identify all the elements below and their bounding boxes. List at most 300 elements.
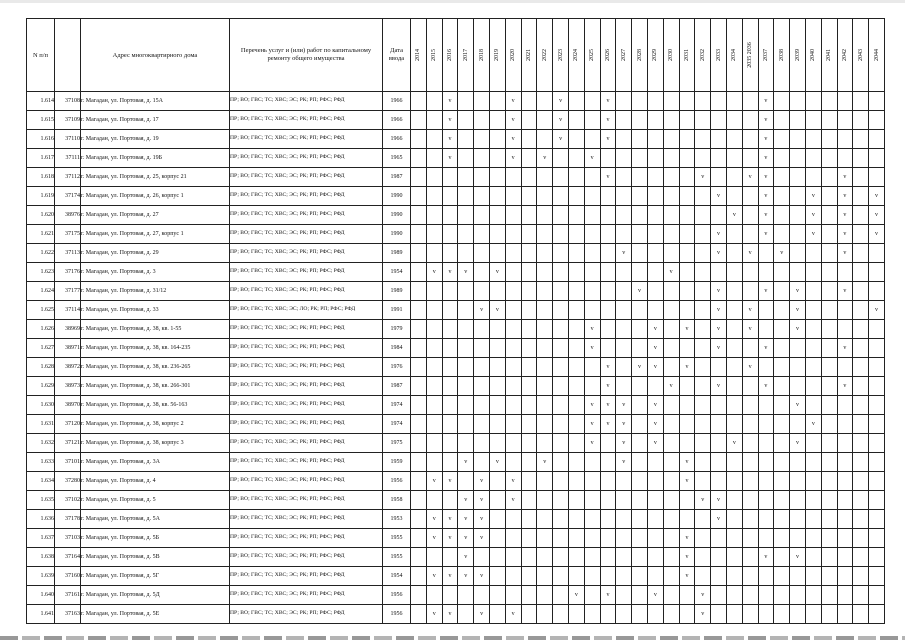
year-cell [821,472,837,491]
header-year [837,19,853,92]
planned-year-mark: v [616,453,632,472]
year-cell [474,396,490,415]
year-cell [521,149,537,168]
year-cell [853,358,869,377]
row-works: ПР; ВО; ГВС; ТС; ХВС; ЭС; РК; РП; РФС; РФД [230,320,383,339]
year-cell [632,111,648,130]
year-cell [489,396,505,415]
year-cell [489,111,505,130]
year-cell [695,567,711,586]
year-cell [521,415,537,434]
year-cell [711,358,727,377]
year-cell [711,168,727,187]
year-cell [442,339,458,358]
year-cell [711,453,727,472]
header-year-label: 2014 [415,49,422,61]
year-cell [647,111,663,130]
planned-year-mark: v [616,415,632,434]
year-cell [805,320,821,339]
year-cell [426,225,442,244]
header-year [505,19,521,92]
year-cell [616,472,632,491]
year-cell [537,225,553,244]
header-year-label: 2015 [431,49,438,61]
year-cell [663,586,679,605]
year-cell [489,358,505,377]
table-header [27,19,885,92]
year-cell [505,187,521,206]
year-cell [726,377,742,396]
year-cell [679,282,695,301]
planned-year-mark: v [505,491,521,510]
year-cell [553,168,569,187]
row-year-built: 1989 [383,282,411,301]
year-cell [426,130,442,149]
row-number: 1.624 [27,282,55,301]
year-cell [411,244,427,263]
year-cell [426,396,442,415]
year-cell [474,187,490,206]
year-cell [568,111,584,130]
year-cell [837,130,853,149]
planned-year-mark: v [758,130,774,149]
year-cell [489,548,505,567]
row-code: 37101 [55,453,81,472]
year-cell [774,149,790,168]
year-cell [805,605,821,624]
table-row [27,225,885,244]
header-year [821,19,837,92]
planned-year-mark: v [695,168,711,187]
year-cell [647,92,663,111]
planned-year-mark: v [790,282,806,301]
planned-year-mark: v [711,491,727,510]
year-cell [695,529,711,548]
year-cell [647,377,663,396]
header-year [742,19,758,92]
row-works: ПР; ВО; ГВС; ТС; ХВС; ЭС; РК; РП; РФС; РФД [230,130,383,149]
year-cell [837,548,853,567]
year-cell [537,434,553,453]
row-address: г. Магадан, ул. Портовая, д. 31/12 [81,282,230,301]
header-year [568,19,584,92]
year-cell [774,491,790,510]
planned-year-mark: v [489,301,505,320]
table-row [27,282,885,301]
year-cell [553,225,569,244]
table-row [27,111,885,130]
year-cell [521,225,537,244]
year-cell [474,282,490,301]
row-number: 1.638 [27,548,55,567]
year-cell [505,263,521,282]
year-cell [632,491,648,510]
year-cell [411,282,427,301]
year-cell [663,206,679,225]
year-cell [584,111,600,130]
year-cell [821,453,837,472]
header-year-label: 2039 [794,49,801,61]
year-cell [584,472,600,491]
row-year-built: 1990 [383,187,411,206]
year-cell [616,263,632,282]
row-year-built: 1976 [383,358,411,377]
year-cell [553,453,569,472]
year-cell [774,92,790,111]
planned-year-mark: v [805,225,821,244]
year-cell [568,567,584,586]
year-cell [726,567,742,586]
row-address: г. Магадан, ул. Портовая, д. 33 [81,301,230,320]
row-year-built: 1956 [383,605,411,624]
year-cell [695,320,711,339]
planned-year-mark: v [647,415,663,434]
year-cell [632,301,648,320]
year-cell [663,130,679,149]
year-cell [790,111,806,130]
row-year-built: 1954 [383,567,411,586]
planned-year-mark: v [584,396,600,415]
year-cell [695,510,711,529]
year-cell [521,282,537,301]
year-cell [474,415,490,434]
planned-year-mark: v [758,92,774,111]
year-cell [537,244,553,263]
year-cell [600,567,616,586]
header-year-label: 2016 [446,49,453,61]
year-cell [505,529,521,548]
year-cell [521,491,537,510]
header-year [632,19,648,92]
year-cell [774,111,790,130]
year-cell [853,244,869,263]
header-year-label: 2031 [683,49,690,61]
table-row [27,472,885,491]
year-cell [711,605,727,624]
year-cell [774,282,790,301]
year-cell [679,225,695,244]
row-code: 37160 [55,567,81,586]
year-cell [695,415,711,434]
year-cell [537,111,553,130]
year-cell [805,92,821,111]
year-cell [600,320,616,339]
table-row [27,320,885,339]
row-year-built: 1955 [383,548,411,567]
header-year-label: 2018 [478,49,485,61]
header-year [442,19,458,92]
table-row [27,339,885,358]
year-cell [442,548,458,567]
year-cell [632,339,648,358]
year-cell [790,187,806,206]
table-row [27,377,885,396]
year-cell [647,149,663,168]
year-cell [489,282,505,301]
row-address: г. Магадан, ул. Портовая, д. 5Д [81,586,230,605]
year-cell [821,168,837,187]
year-cell [805,472,821,491]
year-cell [853,225,869,244]
year-cell [663,149,679,168]
year-cell [805,168,821,187]
row-code: 37174 [55,187,81,206]
year-cell [411,434,427,453]
year-cell [869,92,885,111]
year-cell [474,586,490,605]
row-year-built: 1954 [383,263,411,282]
table-row [27,244,885,263]
row-works: ПР; ВО; ГВС; ТС; ХВС; ЭС; ЛО; РК; РП; РФС; РФД [230,301,383,320]
year-cell [742,206,758,225]
year-cell [426,320,442,339]
planned-year-mark: v [837,225,853,244]
year-cell [474,377,490,396]
year-cell [837,301,853,320]
year-cell [647,529,663,548]
year-cell [695,111,711,130]
year-cell [774,567,790,586]
year-cell [584,358,600,377]
year-cell [774,206,790,225]
year-cell [726,168,742,187]
year-cell [521,396,537,415]
year-cell [837,434,853,453]
year-cell [584,548,600,567]
year-cell [647,548,663,567]
year-cell [663,339,679,358]
year-cell [853,605,869,624]
row-works: ПР; ВО; ГВС; ТС; ХВС; ЭС; РК; РП; РФС; РФД [230,111,383,130]
year-cell [837,586,853,605]
year-cell [568,529,584,548]
planned-year-mark: v [616,396,632,415]
year-cell [426,149,442,168]
planned-year-mark: v [711,377,727,396]
planned-year-mark: v [442,263,458,282]
year-cell [600,529,616,548]
year-cell [505,510,521,529]
planned-year-mark: v [758,111,774,130]
year-cell [505,453,521,472]
header-year-label: 2017 [462,49,469,61]
header-year-label: 2021 [525,49,532,61]
year-cell [426,168,442,187]
year-cell [821,415,837,434]
year-cell [568,472,584,491]
year-cell [616,605,632,624]
year-cell [553,187,569,206]
year-cell [489,415,505,434]
year-cell [616,225,632,244]
year-cell [869,149,885,168]
row-year-built: 1991 [383,301,411,320]
planned-year-mark: v [758,168,774,187]
year-cell [521,567,537,586]
year-cell [758,396,774,415]
planned-year-mark: v [458,529,474,548]
year-cell [837,92,853,111]
year-cell [632,510,648,529]
year-cell [774,301,790,320]
year-cell [411,510,427,529]
row-number: 1.640 [27,586,55,605]
year-cell [584,130,600,149]
year-cell [726,225,742,244]
year-cell [521,358,537,377]
row-year-built: 1990 [383,225,411,244]
year-cell [411,130,427,149]
row-year-built: 1966 [383,130,411,149]
year-cell [790,358,806,377]
planned-year-mark: v [758,282,774,301]
planned-year-mark: v [837,168,853,187]
year-cell [568,320,584,339]
year-cell [600,548,616,567]
year-cell [805,529,821,548]
year-cell [442,187,458,206]
header-year [584,19,600,92]
year-cell [742,415,758,434]
row-works: ПР; ВО; ГВС; ТС; ХВС; ЭС; РК; РП; РФС; РФД [230,282,383,301]
year-cell [790,510,806,529]
row-year-built: 1958 [383,491,411,510]
header-year [474,19,490,92]
header-year [458,19,474,92]
year-cell [821,396,837,415]
year-cell [805,453,821,472]
year-cell [711,130,727,149]
year-cell [411,320,427,339]
row-code: 37178 [55,510,81,529]
year-cell [726,605,742,624]
year-cell [616,320,632,339]
year-cell [805,396,821,415]
year-cell [584,263,600,282]
header-year-label: 2037 [762,49,769,61]
year-cell [600,453,616,472]
year-cell [711,111,727,130]
year-cell [711,415,727,434]
table-row [27,92,885,111]
year-cell [537,396,553,415]
year-cell [869,548,885,567]
row-address: г. Магадан, ул. Портовая, д. 38, кв. 266-301 [81,377,230,396]
year-cell [695,244,711,263]
year-cell [489,510,505,529]
year-cell [537,301,553,320]
year-cell [584,491,600,510]
year-cell [474,263,490,282]
year-cell [553,149,569,168]
year-cell [632,472,648,491]
year-cell [553,472,569,491]
header-year [553,19,569,92]
year-cell [505,244,521,263]
header-year-label: 2019 [494,49,501,61]
year-cell [616,282,632,301]
row-number: 1.620 [27,206,55,225]
year-cell [742,529,758,548]
year-cell [505,168,521,187]
year-cell [411,472,427,491]
year-cell [442,453,458,472]
year-cell [853,586,869,605]
year-cell [837,263,853,282]
planned-year-mark: v [442,567,458,586]
planned-year-mark: v [711,244,727,263]
row-code: 38976 [55,206,81,225]
year-cell [742,472,758,491]
planned-year-mark: v [758,206,774,225]
year-cell [505,567,521,586]
row-code: 37161 [55,586,81,605]
year-cell [600,491,616,510]
year-cell [790,529,806,548]
header-year [426,19,442,92]
year-cell [505,358,521,377]
row-number: 1.621 [27,225,55,244]
year-cell [774,605,790,624]
year-cell [568,339,584,358]
year-cell [837,605,853,624]
row-address: г. Магадан, ул. Портовая, д. 5 [81,491,230,510]
row-number: 1.630 [27,396,55,415]
year-cell [726,453,742,472]
planned-year-mark: v [790,320,806,339]
row-number: 1.622 [27,244,55,263]
year-cell [726,358,742,377]
row-works: ПР; ВО; ГВС; ТС; ХВС; ЭС; РК; РП; РФС; РФД [230,263,383,282]
row-address: г. Магадан, ул. Портовая, д. 5Б [81,529,230,548]
year-cell [663,453,679,472]
year-cell [568,605,584,624]
year-cell [853,206,869,225]
planned-year-mark: v [790,434,806,453]
table-row [27,510,885,529]
row-code: 38973 [55,377,81,396]
year-cell [442,282,458,301]
year-cell [521,472,537,491]
planned-year-mark: v [474,529,490,548]
row-works: ПР; ВО; ГВС; ТС; ХВС; ЭС; РК; РП; РФС; РФД [230,472,383,491]
year-cell [553,244,569,263]
year-cell [489,206,505,225]
year-cell [616,339,632,358]
header-year [711,19,727,92]
year-cell [695,149,711,168]
year-cell [600,225,616,244]
year-cell [647,206,663,225]
planned-year-mark: v [742,301,758,320]
year-cell [458,225,474,244]
row-code: 37177 [55,282,81,301]
planned-year-mark: v [758,187,774,206]
year-cell [695,263,711,282]
year-cell [474,225,490,244]
year-cell [584,301,600,320]
year-cell [821,130,837,149]
year-cell [553,510,569,529]
year-cell [774,130,790,149]
header-year-label: 2033 [715,49,722,61]
planned-year-mark: v [489,263,505,282]
year-cell [726,529,742,548]
year-cell [853,510,869,529]
year-cell [632,168,648,187]
row-works: ПР; ВО; ГВС; ТС; ХВС; ЭС; РК; РП; РФС; РФД [230,339,383,358]
header-year-label: 2030 [668,49,675,61]
